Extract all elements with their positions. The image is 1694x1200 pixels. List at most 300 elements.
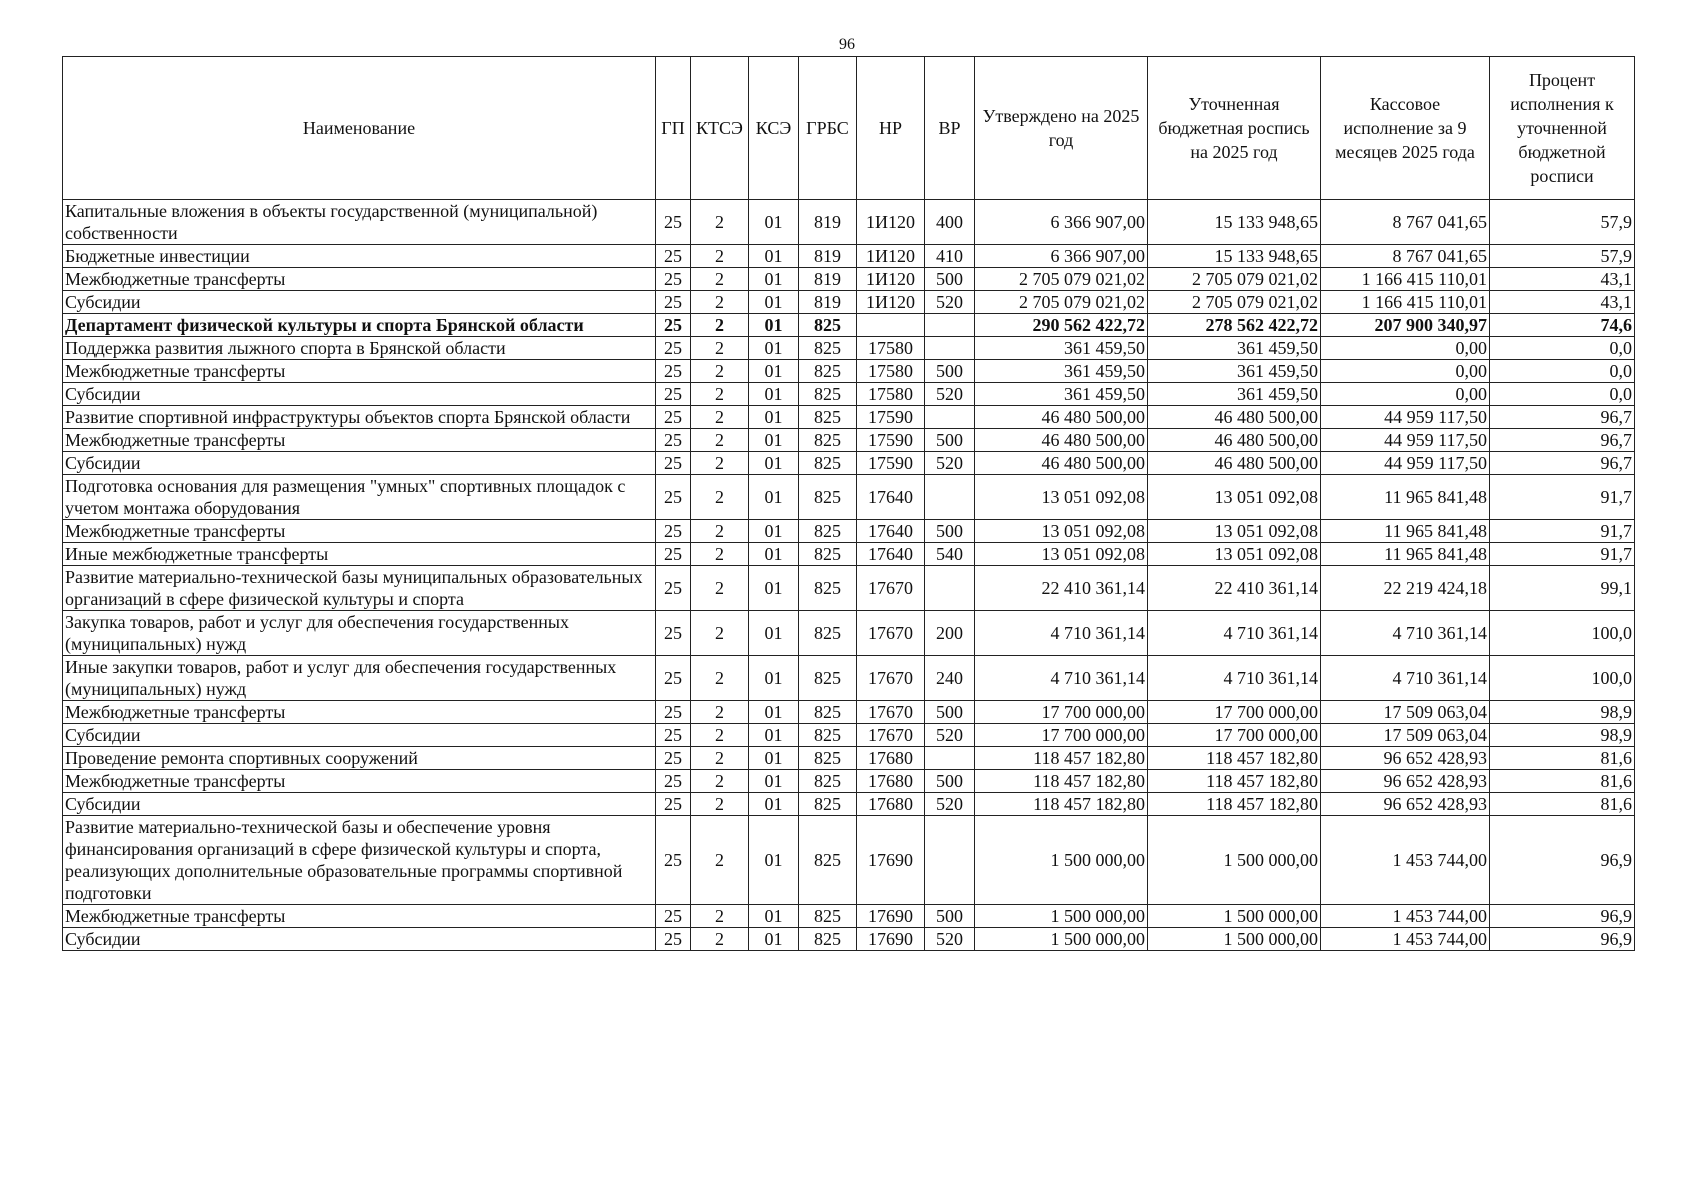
cell-vr: 520 [925,793,975,816]
cell-approved: 118 457 182,80 [975,770,1148,793]
table-row [63,543,1635,566]
cell-grbs: 819 [799,200,857,245]
cell-kse: 01 [749,905,799,928]
cell-approved: 118 457 182,80 [975,747,1148,770]
cell-nr: 17670 [857,656,925,701]
cell-refined: 118 457 182,80 [1148,770,1321,793]
cell-refined: 46 480 500,00 [1148,406,1321,429]
cell-name: Межбюджетные трансферты [63,520,656,543]
cell-vr: 410 [925,245,975,268]
cell-nr: 17680 [857,770,925,793]
cell-cash: 4 710 361,14 [1321,656,1490,701]
cell-name: Развитие материально-технической базы муниципальных образовательных организаций в сфере физической культуры и спорта [63,566,656,611]
cell-name: Субсидии [63,724,656,747]
cell-vr: 520 [925,291,975,314]
cell-percent: 0,0 [1490,337,1635,360]
cell-grbs: 825 [799,360,857,383]
cell-ktse: 2 [691,452,749,475]
cell-ktse: 2 [691,543,749,566]
cell-percent: 96,7 [1490,429,1635,452]
cell-kse: 01 [749,656,799,701]
cell-ktse: 2 [691,520,749,543]
cell-nr: 17590 [857,452,925,475]
table-row [63,337,1635,360]
cell-nr: 17670 [857,701,925,724]
cell-percent: 91,7 [1490,475,1635,520]
cell-cash: 207 900 340,97 [1321,314,1490,337]
table-row [63,383,1635,406]
cell-cash: 1 166 415 110,01 [1321,291,1490,314]
cell-gp: 25 [656,611,691,656]
cell-approved: 17 700 000,00 [975,701,1148,724]
cell-nr: 17690 [857,905,925,928]
cell-percent: 91,7 [1490,520,1635,543]
cell-vr: 500 [925,268,975,291]
page-number: 96 [839,36,855,53]
cell-ktse: 2 [691,337,749,360]
cell-cash: 1 453 744,00 [1321,816,1490,905]
table-row [63,360,1635,383]
cell-ktse: 2 [691,429,749,452]
cell-refined: 361 459,50 [1148,360,1321,383]
cell-grbs: 825 [799,452,857,475]
cell-cash: 0,00 [1321,337,1490,360]
cell-name: Субсидии [63,452,656,475]
cell-grbs: 825 [799,656,857,701]
cell-refined: 361 459,50 [1148,383,1321,406]
cell-name: Подготовка основания для размещения "умных" спортивных площадок с учетом монтажа оборудования [63,475,656,520]
cell-gp: 25 [656,770,691,793]
cell-vr: 520 [925,724,975,747]
cell-refined: 17 700 000,00 [1148,701,1321,724]
cell-ktse: 2 [691,268,749,291]
cell-name: Проведение ремонта спортивных сооружений [63,747,656,770]
cell-approved: 361 459,50 [975,383,1148,406]
cell-cash: 0,00 [1321,360,1490,383]
header-refined: Уточненная бюджетная роспись на 2025 год [1148,57,1321,200]
cell-vr [925,406,975,429]
table-row [63,724,1635,747]
cell-vr: 500 [925,360,975,383]
cell-approved: 4 710 361,14 [975,611,1148,656]
cell-ktse: 2 [691,475,749,520]
cell-percent: 81,6 [1490,793,1635,816]
cell-gp: 25 [656,200,691,245]
cell-nr: 17590 [857,406,925,429]
cell-vr: 540 [925,543,975,566]
cell-nr: 1И120 [857,291,925,314]
cell-nr: 17680 [857,747,925,770]
cell-refined: 2 705 079 021,02 [1148,291,1321,314]
cell-vr [925,747,975,770]
table-row [63,475,1635,520]
table-row [63,200,1635,245]
cell-approved: 22 410 361,14 [975,566,1148,611]
table-row [63,291,1635,314]
cell-percent: 99,1 [1490,566,1635,611]
cell-kse: 01 [749,724,799,747]
cell-ktse: 2 [691,724,749,747]
cell-vr [925,816,975,905]
cell-cash: 17 509 063,04 [1321,701,1490,724]
cell-nr: 1И120 [857,268,925,291]
cell-gp: 25 [656,475,691,520]
cell-gp: 25 [656,429,691,452]
cell-kse: 01 [749,520,799,543]
cell-name: Закупка товаров, работ и услуг для обеспечения государственных (муниципальных) нужд [63,611,656,656]
header-percent: Процент исполнения к уточненной бюджетной росписи [1490,57,1635,200]
cell-refined: 15 133 948,65 [1148,200,1321,245]
cell-percent: 0,0 [1490,383,1635,406]
cell-percent: 96,7 [1490,406,1635,429]
cell-grbs: 825 [799,905,857,928]
cell-approved: 290 562 422,72 [975,314,1148,337]
cell-vr: 500 [925,770,975,793]
cell-ktse: 2 [691,200,749,245]
cell-refined: 361 459,50 [1148,337,1321,360]
cell-refined: 118 457 182,80 [1148,747,1321,770]
cell-vr: 500 [925,905,975,928]
table-header-row [63,57,1635,200]
cell-gp: 25 [656,337,691,360]
cell-vr [925,566,975,611]
header-vr: ВР [925,57,975,200]
cell-kse: 01 [749,406,799,429]
cell-vr: 520 [925,452,975,475]
cell-nr [857,314,925,337]
header-cash: Кассовое исполнение за 9 месяцев 2025 года [1321,57,1490,200]
cell-name: Субсидии [63,793,656,816]
table-row [63,816,1635,905]
cell-name: Межбюджетные трансферты [63,360,656,383]
cell-cash: 0,00 [1321,383,1490,406]
table-row [63,314,1635,337]
cell-refined: 1 500 000,00 [1148,816,1321,905]
cell-kse: 01 [749,475,799,520]
cell-approved: 46 480 500,00 [975,406,1148,429]
cell-name: Иные закупки товаров, работ и услуг для обеспечения государственных (муниципальных) нужд [63,656,656,701]
cell-name: Межбюджетные трансферты [63,770,656,793]
cell-gp: 25 [656,268,691,291]
cell-gp: 25 [656,406,691,429]
cell-gp: 25 [656,656,691,701]
cell-nr: 17580 [857,383,925,406]
cell-approved: 361 459,50 [975,360,1148,383]
cell-nr: 17580 [857,337,925,360]
cell-cash: 17 509 063,04 [1321,724,1490,747]
cell-name: Субсидии [63,291,656,314]
cell-approved: 2 705 079 021,02 [975,291,1148,314]
cell-cash: 96 652 428,93 [1321,770,1490,793]
cell-cash: 11 965 841,48 [1321,475,1490,520]
budget-table [62,56,1635,951]
cell-refined: 1 500 000,00 [1148,928,1321,951]
cell-refined: 1 500 000,00 [1148,905,1321,928]
cell-gp: 25 [656,452,691,475]
cell-ktse: 2 [691,383,749,406]
cell-vr: 520 [925,383,975,406]
cell-gp: 25 [656,724,691,747]
table-row [63,268,1635,291]
cell-kse: 01 [749,314,799,337]
cell-grbs: 825 [799,337,857,360]
cell-kse: 01 [749,291,799,314]
cell-refined: 278 562 422,72 [1148,314,1321,337]
cell-grbs: 819 [799,268,857,291]
cell-nr: 17690 [857,928,925,951]
cell-grbs: 825 [799,314,857,337]
cell-gp: 25 [656,793,691,816]
cell-kse: 01 [749,452,799,475]
cell-gp: 25 [656,360,691,383]
cell-nr: 17580 [857,360,925,383]
cell-refined: 46 480 500,00 [1148,452,1321,475]
cell-vr: 400 [925,200,975,245]
cell-vr [925,337,975,360]
cell-percent: 57,9 [1490,200,1635,245]
cell-nr: 17640 [857,543,925,566]
cell-cash: 44 959 117,50 [1321,429,1490,452]
cell-gp: 25 [656,701,691,724]
cell-name: Капитальные вложения в объекты государственной (муниципальной) собственности [63,200,656,245]
cell-ktse: 2 [691,291,749,314]
cell-approved: 1 500 000,00 [975,928,1148,951]
cell-refined: 4 710 361,14 [1148,656,1321,701]
cell-ktse: 2 [691,245,749,268]
cell-gp: 25 [656,245,691,268]
cell-grbs: 825 [799,793,857,816]
cell-vr [925,475,975,520]
cell-percent: 57,9 [1490,245,1635,268]
cell-name: Бюджетные инвестиции [63,245,656,268]
cell-nr: 17640 [857,475,925,520]
cell-ktse: 2 [691,905,749,928]
cell-percent: 96,9 [1490,816,1635,905]
cell-grbs: 825 [799,566,857,611]
cell-percent: 74,6 [1490,314,1635,337]
cell-kse: 01 [749,200,799,245]
cell-grbs: 825 [799,475,857,520]
cell-approved: 13 051 092,08 [975,520,1148,543]
cell-gp: 25 [656,747,691,770]
cell-grbs: 825 [799,724,857,747]
cell-vr: 500 [925,520,975,543]
cell-percent: 98,9 [1490,724,1635,747]
cell-kse: 01 [749,566,799,611]
cell-nr: 17670 [857,611,925,656]
cell-name: Развитие материально-технической базы и обеспечение уровня финансирования организаций в сфере физической культуры и спорта, реализующих дополнительные образовательные программы спортивной подготовки [63,816,656,905]
cell-kse: 01 [749,611,799,656]
cell-cash: 8 767 041,65 [1321,200,1490,245]
cell-approved: 46 480 500,00 [975,452,1148,475]
cell-name: Межбюджетные трансферты [63,268,656,291]
table-row [63,747,1635,770]
header-grbs: ГРБС [799,57,857,200]
cell-percent: 81,6 [1490,747,1635,770]
cell-nr: 17680 [857,793,925,816]
cell-approved: 6 366 907,00 [975,245,1148,268]
cell-refined: 17 700 000,00 [1148,724,1321,747]
cell-name: Субсидии [63,383,656,406]
cell-vr: 500 [925,701,975,724]
cell-grbs: 825 [799,383,857,406]
cell-kse: 01 [749,337,799,360]
cell-grbs: 825 [799,928,857,951]
cell-ktse: 2 [691,701,749,724]
cell-refined: 4 710 361,14 [1148,611,1321,656]
cell-ktse: 2 [691,611,749,656]
table-row [63,406,1635,429]
cell-cash: 44 959 117,50 [1321,452,1490,475]
cell-approved: 2 705 079 021,02 [975,268,1148,291]
cell-refined: 13 051 092,08 [1148,520,1321,543]
cell-grbs: 825 [799,520,857,543]
table-row [63,566,1635,611]
table-row [63,905,1635,928]
header-name: Наименование [63,57,656,200]
cell-kse: 01 [749,816,799,905]
cell-kse: 01 [749,701,799,724]
cell-approved: 1 500 000,00 [975,816,1148,905]
cell-cash: 22 219 424,18 [1321,566,1490,611]
cell-percent: 81,6 [1490,770,1635,793]
cell-nr: 17670 [857,566,925,611]
cell-percent: 43,1 [1490,291,1635,314]
cell-vr: 500 [925,429,975,452]
cell-grbs: 825 [799,816,857,905]
cell-kse: 01 [749,245,799,268]
cell-ktse: 2 [691,656,749,701]
cell-ktse: 2 [691,770,749,793]
cell-ktse: 2 [691,928,749,951]
cell-ktse: 2 [691,816,749,905]
cell-nr: 17640 [857,520,925,543]
cell-percent: 0,0 [1490,360,1635,383]
cell-grbs: 819 [799,245,857,268]
cell-nr: 1И120 [857,200,925,245]
table-row [63,429,1635,452]
header-gp: ГП [656,57,691,200]
cell-grbs: 825 [799,770,857,793]
cell-approved: 1 500 000,00 [975,905,1148,928]
cell-name: Субсидии [63,928,656,951]
cell-refined: 13 051 092,08 [1148,543,1321,566]
header-ktse: КТСЭ [691,57,749,200]
cell-percent: 91,7 [1490,543,1635,566]
cell-approved: 4 710 361,14 [975,656,1148,701]
cell-grbs: 825 [799,543,857,566]
table-row [63,793,1635,816]
cell-cash: 8 767 041,65 [1321,245,1490,268]
cell-cash: 44 959 117,50 [1321,406,1490,429]
cell-kse: 01 [749,543,799,566]
cell-kse: 01 [749,360,799,383]
cell-kse: 01 [749,747,799,770]
cell-kse: 01 [749,770,799,793]
table-row [63,770,1635,793]
cell-cash: 1 453 744,00 [1321,905,1490,928]
cell-cash: 11 965 841,48 [1321,543,1490,566]
cell-grbs: 825 [799,611,857,656]
cell-refined: 46 480 500,00 [1148,429,1321,452]
cell-ktse: 2 [691,747,749,770]
cell-name: Межбюджетные трансферты [63,701,656,724]
table-row [63,520,1635,543]
table-row [63,452,1635,475]
cell-percent: 96,9 [1490,905,1635,928]
cell-percent: 96,9 [1490,928,1635,951]
cell-nr: 17670 [857,724,925,747]
cell-percent: 96,7 [1490,452,1635,475]
cell-approved: 118 457 182,80 [975,793,1148,816]
cell-cash: 1 166 415 110,01 [1321,268,1490,291]
table-row [63,245,1635,268]
cell-percent: 98,9 [1490,701,1635,724]
cell-nr: 17590 [857,429,925,452]
cell-percent: 43,1 [1490,268,1635,291]
table-row [63,701,1635,724]
cell-approved: 6 366 907,00 [975,200,1148,245]
cell-gp: 25 [656,291,691,314]
cell-gp: 25 [656,928,691,951]
cell-name: Межбюджетные трансферты [63,905,656,928]
cell-name: Иные межбюджетные трансферты [63,543,656,566]
cell-name: Развитие спортивной инфраструктуры объектов спорта Брянской области [63,406,656,429]
cell-vr: 200 [925,611,975,656]
cell-approved: 13 051 092,08 [975,475,1148,520]
cell-grbs: 825 [799,429,857,452]
cell-ktse: 2 [691,406,749,429]
cell-grbs: 825 [799,701,857,724]
cell-name: Департамент физической культуры и спорта Брянской области [63,314,656,337]
header-approved: Утверждено на 2025 год [975,57,1148,200]
table-body [63,200,1635,951]
cell-cash: 96 652 428,93 [1321,793,1490,816]
cell-cash: 11 965 841,48 [1321,520,1490,543]
cell-kse: 01 [749,429,799,452]
cell-gp: 25 [656,905,691,928]
cell-nr: 1И120 [857,245,925,268]
cell-ktse: 2 [691,314,749,337]
cell-cash: 4 710 361,14 [1321,611,1490,656]
cell-refined: 13 051 092,08 [1148,475,1321,520]
cell-kse: 01 [749,928,799,951]
cell-refined: 118 457 182,80 [1148,793,1321,816]
cell-percent: 100,0 [1490,656,1635,701]
header-kse: КСЭ [749,57,799,200]
cell-approved: 361 459,50 [975,337,1148,360]
cell-vr [925,314,975,337]
cell-approved: 46 480 500,00 [975,429,1148,452]
cell-gp: 25 [656,566,691,611]
cell-approved: 13 051 092,08 [975,543,1148,566]
cell-approved: 17 700 000,00 [975,724,1148,747]
cell-ktse: 2 [691,360,749,383]
cell-name: Поддержка развития лыжного спорта в Брянской области [63,337,656,360]
cell-gp: 25 [656,520,691,543]
table-row [63,611,1635,656]
cell-refined: 2 705 079 021,02 [1148,268,1321,291]
cell-grbs: 825 [799,747,857,770]
cell-grbs: 825 [799,406,857,429]
table-row [63,928,1635,951]
header-nr: НР [857,57,925,200]
cell-gp: 25 [656,314,691,337]
cell-kse: 01 [749,383,799,406]
cell-vr: 240 [925,656,975,701]
cell-cash: 96 652 428,93 [1321,747,1490,770]
cell-percent: 100,0 [1490,611,1635,656]
